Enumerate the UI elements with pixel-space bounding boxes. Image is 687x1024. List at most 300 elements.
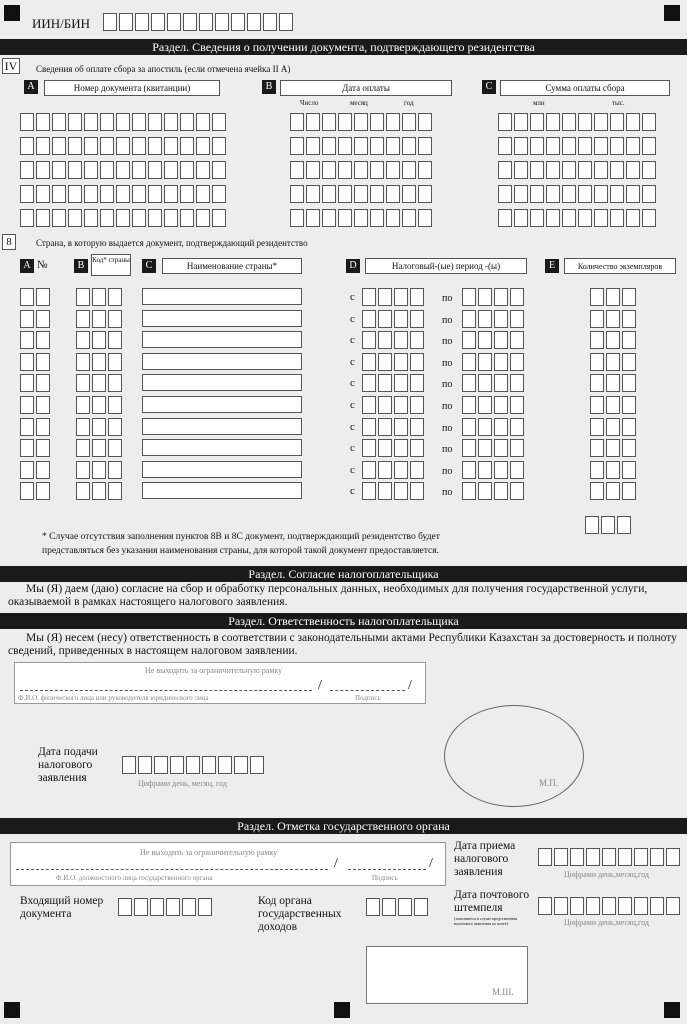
period-from-cells[interactable] xyxy=(362,461,426,479)
copies-cells[interactable] xyxy=(590,310,638,328)
input-cell[interactable] xyxy=(196,113,210,131)
input-cell[interactable] xyxy=(108,310,122,328)
input-cell[interactable] xyxy=(20,310,34,328)
input-cell[interactable] xyxy=(578,209,592,227)
input-cell[interactable] xyxy=(494,396,508,414)
input-cell[interactable] xyxy=(498,161,512,179)
input-cell[interactable] xyxy=(642,185,656,203)
country-code-cells[interactable] xyxy=(76,418,124,436)
apostille-amount-cells[interactable] xyxy=(498,137,658,155)
copies-cells[interactable] xyxy=(590,353,638,371)
input-cell[interactable] xyxy=(634,897,648,915)
input-cell[interactable] xyxy=(68,185,82,203)
input-cell[interactable] xyxy=(610,137,624,155)
country-row-number-cells[interactable] xyxy=(20,374,52,392)
input-cell[interactable] xyxy=(402,113,416,131)
input-cell[interactable] xyxy=(594,209,608,227)
input-cell[interactable] xyxy=(36,209,50,227)
input-cell[interactable] xyxy=(626,209,640,227)
input-cell[interactable] xyxy=(182,898,196,916)
input-cell[interactable] xyxy=(76,310,90,328)
input-cell[interactable] xyxy=(494,418,508,436)
input-cell[interactable] xyxy=(378,482,392,500)
input-cell[interactable] xyxy=(586,897,600,915)
input-cell[interactable] xyxy=(167,13,181,31)
input-cell[interactable] xyxy=(92,288,106,306)
input-cell[interactable] xyxy=(510,353,524,371)
input-cell[interactable] xyxy=(76,418,90,436)
input-cell[interactable] xyxy=(394,310,408,328)
input-cell[interactable] xyxy=(247,13,261,31)
input-cell[interactable] xyxy=(108,288,122,306)
input-cell[interactable] xyxy=(514,209,528,227)
input-cell[interactable] xyxy=(510,461,524,479)
input-cell[interactable] xyxy=(617,516,631,534)
input-cell[interactable] xyxy=(370,161,384,179)
input-cell[interactable] xyxy=(622,418,636,436)
input-cell[interactable] xyxy=(20,161,34,179)
country-code-cells[interactable] xyxy=(76,374,124,392)
period-from-cells[interactable] xyxy=(362,396,426,414)
input-cell[interactable] xyxy=(108,396,122,414)
input-cell[interactable] xyxy=(132,137,146,155)
input-cell[interactable] xyxy=(370,113,384,131)
input-cell[interactable] xyxy=(410,418,424,436)
copies-cells[interactable] xyxy=(590,439,638,457)
input-cell[interactable] xyxy=(108,353,122,371)
country-name-field[interactable] xyxy=(142,353,302,370)
input-cell[interactable] xyxy=(610,161,624,179)
input-cell[interactable] xyxy=(100,185,114,203)
input-cell[interactable] xyxy=(514,113,528,131)
period-to-cells[interactable] xyxy=(462,418,526,436)
country-row-number-cells[interactable] xyxy=(20,310,52,328)
input-cell[interactable] xyxy=(590,418,604,436)
copies-cells[interactable] xyxy=(590,374,638,392)
input-cell[interactable] xyxy=(212,185,226,203)
input-cell[interactable] xyxy=(462,461,476,479)
input-cell[interactable] xyxy=(164,185,178,203)
input-cell[interactable] xyxy=(530,185,544,203)
iin-cells[interactable] xyxy=(103,13,295,31)
input-cell[interactable] xyxy=(354,161,368,179)
input-cell[interactable] xyxy=(622,482,636,500)
input-cell[interactable] xyxy=(498,113,512,131)
input-cell[interactable] xyxy=(570,848,584,866)
input-cell[interactable] xyxy=(151,13,165,31)
input-cell[interactable] xyxy=(76,353,90,371)
copies-cells[interactable] xyxy=(590,482,638,500)
input-cell[interactable] xyxy=(478,288,492,306)
input-cell[interactable] xyxy=(590,374,604,392)
input-cell[interactable] xyxy=(36,418,50,436)
input-cell[interactable] xyxy=(578,137,592,155)
input-cell[interactable] xyxy=(362,331,376,349)
input-cell[interactable] xyxy=(594,161,608,179)
incoming-cells[interactable] xyxy=(118,898,214,916)
input-cell[interactable] xyxy=(394,288,408,306)
input-cell[interactable] xyxy=(36,374,50,392)
input-cell[interactable] xyxy=(606,461,620,479)
input-cell[interactable] xyxy=(36,185,50,203)
country-name-field[interactable] xyxy=(142,374,302,391)
input-cell[interactable] xyxy=(510,439,524,457)
copies-cells[interactable] xyxy=(590,331,638,349)
period-to-cells[interactable] xyxy=(462,353,526,371)
country-row-number-cells[interactable] xyxy=(20,482,52,500)
copies-cells[interactable] xyxy=(590,288,638,306)
input-cell[interactable] xyxy=(622,331,636,349)
input-cell[interactable] xyxy=(118,898,132,916)
input-cell[interactable] xyxy=(414,898,428,916)
input-cell[interactable] xyxy=(20,374,34,392)
input-cell[interactable] xyxy=(279,13,293,31)
country-code-cells[interactable] xyxy=(76,439,124,457)
input-cell[interactable] xyxy=(164,113,178,131)
input-cell[interactable] xyxy=(212,209,226,227)
input-cell[interactable] xyxy=(180,185,194,203)
input-cell[interactable] xyxy=(199,13,213,31)
input-cell[interactable] xyxy=(462,353,476,371)
input-cell[interactable] xyxy=(578,185,592,203)
country-row-number-cells[interactable] xyxy=(20,418,52,436)
input-cell[interactable] xyxy=(538,897,552,915)
input-cell[interactable] xyxy=(494,288,508,306)
input-cell[interactable] xyxy=(622,310,636,328)
input-cell[interactable] xyxy=(135,13,149,31)
input-cell[interactable] xyxy=(478,482,492,500)
input-cell[interactable] xyxy=(119,13,133,31)
country-row-number-cells[interactable] xyxy=(20,288,52,306)
input-cell[interactable] xyxy=(666,848,680,866)
input-cell[interactable] xyxy=(354,113,368,131)
input-cell[interactable] xyxy=(116,161,130,179)
country-code-cells[interactable] xyxy=(76,482,124,500)
input-cell[interactable] xyxy=(92,374,106,392)
input-cell[interactable] xyxy=(362,396,376,414)
input-cell[interactable] xyxy=(478,374,492,392)
input-cell[interactable] xyxy=(148,161,162,179)
input-cell[interactable] xyxy=(622,353,636,371)
apostille-amount-cells[interactable] xyxy=(498,185,658,203)
postmark-date-cells[interactable] xyxy=(538,897,682,915)
input-cell[interactable] xyxy=(150,898,164,916)
input-cell[interactable] xyxy=(622,374,636,392)
input-cell[interactable] xyxy=(642,209,656,227)
input-cell[interactable] xyxy=(378,439,392,457)
input-cell[interactable] xyxy=(370,209,384,227)
input-cell[interactable] xyxy=(20,461,34,479)
input-cell[interactable] xyxy=(36,461,50,479)
input-cell[interactable] xyxy=(394,418,408,436)
country-name-field[interactable] xyxy=(142,310,302,327)
input-cell[interactable] xyxy=(610,113,624,131)
period-from-cells[interactable] xyxy=(362,374,426,392)
input-cell[interactable] xyxy=(478,331,492,349)
country-row-number-cells[interactable] xyxy=(20,353,52,371)
input-cell[interactable] xyxy=(370,185,384,203)
input-cell[interactable] xyxy=(642,113,656,131)
input-cell[interactable] xyxy=(462,288,476,306)
period-from-cells[interactable] xyxy=(362,331,426,349)
input-cell[interactable] xyxy=(362,353,376,371)
input-cell[interactable] xyxy=(462,418,476,436)
input-cell[interactable] xyxy=(103,13,117,31)
country-row-number-cells[interactable] xyxy=(20,396,52,414)
input-cell[interactable] xyxy=(108,331,122,349)
input-cell[interactable] xyxy=(510,310,524,328)
input-cell[interactable] xyxy=(386,209,400,227)
input-cell[interactable] xyxy=(20,353,34,371)
input-cell[interactable] xyxy=(36,288,50,306)
input-cell[interactable] xyxy=(410,353,424,371)
apostille-doc-number-cells[interactable] xyxy=(20,137,228,155)
input-cell[interactable] xyxy=(494,331,508,349)
input-cell[interactable] xyxy=(108,482,122,500)
period-to-cells[interactable] xyxy=(462,374,526,392)
input-cell[interactable] xyxy=(610,185,624,203)
apostille-doc-number-cells[interactable] xyxy=(20,113,228,131)
input-cell[interactable] xyxy=(418,137,432,155)
apostille-amount-cells[interactable] xyxy=(498,113,658,131)
input-cell[interactable] xyxy=(36,396,50,414)
input-cell[interactable] xyxy=(510,288,524,306)
input-cell[interactable] xyxy=(530,113,544,131)
input-cell[interactable] xyxy=(20,396,34,414)
input-cell[interactable] xyxy=(510,374,524,392)
input-cell[interactable] xyxy=(322,113,336,131)
input-cell[interactable] xyxy=(354,137,368,155)
input-cell[interactable] xyxy=(306,209,320,227)
input-cell[interactable] xyxy=(100,209,114,227)
input-cell[interactable] xyxy=(494,374,508,392)
input-cell[interactable] xyxy=(666,897,680,915)
copies-cells[interactable] xyxy=(590,461,638,479)
input-cell[interactable] xyxy=(570,897,584,915)
input-cell[interactable] xyxy=(92,310,106,328)
input-cell[interactable] xyxy=(586,848,600,866)
input-cell[interactable] xyxy=(510,331,524,349)
input-cell[interactable] xyxy=(462,482,476,500)
input-cell[interactable] xyxy=(76,461,90,479)
input-cell[interactable] xyxy=(590,310,604,328)
country-code-cells[interactable] xyxy=(76,461,124,479)
apostille-doc-number-cells[interactable] xyxy=(20,209,228,227)
input-cell[interactable] xyxy=(410,310,424,328)
input-cell[interactable] xyxy=(196,185,210,203)
input-cell[interactable] xyxy=(84,137,98,155)
input-cell[interactable] xyxy=(362,288,376,306)
input-cell[interactable] xyxy=(36,137,50,155)
input-cell[interactable] xyxy=(378,418,392,436)
input-cell[interactable] xyxy=(562,161,576,179)
input-cell[interactable] xyxy=(378,461,392,479)
input-cell[interactable] xyxy=(20,482,34,500)
input-cell[interactable] xyxy=(76,374,90,392)
input-cell[interactable] xyxy=(196,161,210,179)
input-cell[interactable] xyxy=(180,209,194,227)
receipt-date-cells[interactable] xyxy=(538,848,682,866)
input-cell[interactable] xyxy=(650,897,664,915)
input-cell[interactable] xyxy=(590,396,604,414)
apostille-amount-cells[interactable] xyxy=(498,209,658,227)
country-row-number-cells[interactable] xyxy=(20,439,52,457)
input-cell[interactable] xyxy=(36,161,50,179)
input-cell[interactable] xyxy=(52,113,66,131)
input-cell[interactable] xyxy=(76,482,90,500)
copies-cells[interactable] xyxy=(590,396,638,414)
input-cell[interactable] xyxy=(148,137,162,155)
input-cell[interactable] xyxy=(20,113,34,131)
input-cell[interactable] xyxy=(546,113,560,131)
apostille-date-cells[interactable] xyxy=(290,161,434,179)
input-cell[interactable] xyxy=(212,137,226,155)
period-to-cells[interactable] xyxy=(462,482,526,500)
input-cell[interactable] xyxy=(410,482,424,500)
country-name-field[interactable] xyxy=(142,439,302,456)
input-cell[interactable] xyxy=(116,137,130,155)
input-cell[interactable] xyxy=(52,161,66,179)
country-code-cells[interactable] xyxy=(76,353,124,371)
country-row-number-cells[interactable] xyxy=(20,331,52,349)
apostille-doc-number-cells[interactable] xyxy=(20,185,228,203)
country-name-field[interactable] xyxy=(142,461,302,478)
input-cell[interactable] xyxy=(494,482,508,500)
copies-total-cells[interactable] xyxy=(585,516,633,534)
input-cell[interactable] xyxy=(626,185,640,203)
input-cell[interactable] xyxy=(36,482,50,500)
input-cell[interactable] xyxy=(290,209,304,227)
input-cell[interactable] xyxy=(68,137,82,155)
input-cell[interactable] xyxy=(594,185,608,203)
input-cell[interactable] xyxy=(362,310,376,328)
input-cell[interactable] xyxy=(610,209,624,227)
copies-cells[interactable] xyxy=(590,418,638,436)
input-cell[interactable] xyxy=(234,756,248,774)
input-cell[interactable] xyxy=(606,482,620,500)
input-cell[interactable] xyxy=(164,161,178,179)
period-from-cells[interactable] xyxy=(362,482,426,500)
input-cell[interactable] xyxy=(20,331,34,349)
apostille-doc-number-cells[interactable] xyxy=(20,161,228,179)
period-to-cells[interactable] xyxy=(462,310,526,328)
input-cell[interactable] xyxy=(378,331,392,349)
input-cell[interactable] xyxy=(562,209,576,227)
input-cell[interactable] xyxy=(418,209,432,227)
input-cell[interactable] xyxy=(20,418,34,436)
input-cell[interactable] xyxy=(92,353,106,371)
input-cell[interactable] xyxy=(134,898,148,916)
input-cell[interactable] xyxy=(578,113,592,131)
input-cell[interactable] xyxy=(622,439,636,457)
country-name-field[interactable] xyxy=(142,288,302,305)
input-cell[interactable] xyxy=(20,185,34,203)
input-cell[interactable] xyxy=(410,331,424,349)
country-name-field[interactable] xyxy=(142,482,302,499)
input-cell[interactable] xyxy=(100,161,114,179)
input-cell[interactable] xyxy=(36,353,50,371)
input-cell[interactable] xyxy=(338,209,352,227)
input-cell[interactable] xyxy=(92,418,106,436)
input-cell[interactable] xyxy=(370,137,384,155)
input-cell[interactable] xyxy=(338,161,352,179)
input-cell[interactable] xyxy=(410,374,424,392)
period-from-cells[interactable] xyxy=(362,439,426,457)
input-cell[interactable] xyxy=(76,331,90,349)
input-cell[interactable] xyxy=(622,288,636,306)
input-cell[interactable] xyxy=(622,461,636,479)
input-cell[interactable] xyxy=(378,310,392,328)
input-cell[interactable] xyxy=(634,848,648,866)
country-name-field[interactable] xyxy=(142,331,302,348)
input-cell[interactable] xyxy=(590,353,604,371)
input-cell[interactable] xyxy=(554,848,568,866)
input-cell[interactable] xyxy=(322,185,336,203)
input-cell[interactable] xyxy=(100,113,114,131)
apostille-date-cells[interactable] xyxy=(290,137,434,155)
input-cell[interactable] xyxy=(494,461,508,479)
input-cell[interactable] xyxy=(132,209,146,227)
input-cell[interactable] xyxy=(510,396,524,414)
input-cell[interactable] xyxy=(594,113,608,131)
submit-date-cells[interactable] xyxy=(122,756,266,774)
input-cell[interactable] xyxy=(36,310,50,328)
country-name-field[interactable] xyxy=(142,418,302,435)
input-cell[interactable] xyxy=(20,209,34,227)
input-cell[interactable] xyxy=(626,137,640,155)
input-cell[interactable] xyxy=(418,113,432,131)
input-cell[interactable] xyxy=(626,161,640,179)
input-cell[interactable] xyxy=(116,185,130,203)
period-to-cells[interactable] xyxy=(462,461,526,479)
input-cell[interactable] xyxy=(20,439,34,457)
input-cell[interactable] xyxy=(290,137,304,155)
input-cell[interactable] xyxy=(148,185,162,203)
input-cell[interactable] xyxy=(650,848,664,866)
input-cell[interactable] xyxy=(418,185,432,203)
input-cell[interactable] xyxy=(154,756,168,774)
input-cell[interactable] xyxy=(478,461,492,479)
input-cell[interactable] xyxy=(478,396,492,414)
input-cell[interactable] xyxy=(530,209,544,227)
input-cell[interactable] xyxy=(546,161,560,179)
input-cell[interactable] xyxy=(116,209,130,227)
input-cell[interactable] xyxy=(68,113,82,131)
input-cell[interactable] xyxy=(196,137,210,155)
input-cell[interactable] xyxy=(108,374,122,392)
input-cell[interactable] xyxy=(20,137,34,155)
input-cell[interactable] xyxy=(263,13,277,31)
input-cell[interactable] xyxy=(164,137,178,155)
input-cell[interactable] xyxy=(52,137,66,155)
input-cell[interactable] xyxy=(322,137,336,155)
input-cell[interactable] xyxy=(606,353,620,371)
input-cell[interactable] xyxy=(218,756,232,774)
input-cell[interactable] xyxy=(514,161,528,179)
input-cell[interactable] xyxy=(378,353,392,371)
input-cell[interactable] xyxy=(386,161,400,179)
input-cell[interactable] xyxy=(601,516,615,534)
input-cell[interactable] xyxy=(92,331,106,349)
input-cell[interactable] xyxy=(378,288,392,306)
input-cell[interactable] xyxy=(148,113,162,131)
input-cell[interactable] xyxy=(186,756,200,774)
input-cell[interactable] xyxy=(170,756,184,774)
input-cell[interactable] xyxy=(68,161,82,179)
input-cell[interactable] xyxy=(215,13,229,31)
input-cell[interactable] xyxy=(618,848,632,866)
input-cell[interactable] xyxy=(394,461,408,479)
